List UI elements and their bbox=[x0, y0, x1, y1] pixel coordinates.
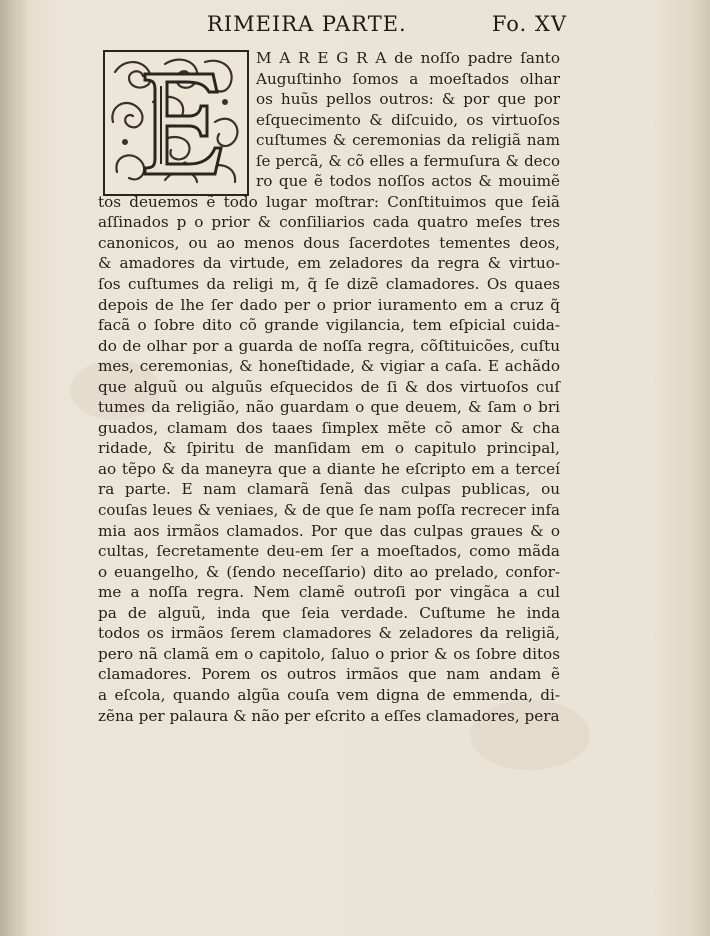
text-line: pa de alguũ, inda que ſeia verdade. Cuſtume he inda bbox=[98, 603, 560, 622]
text-line: cuſtumes & ceremonias da religiã nam bbox=[256, 131, 560, 150]
text-line: mia aos irmãos clamados. Por que das culpas graues & o bbox=[98, 521, 560, 540]
text-line: eſquecimento & diſcuido, os virtuoſos bbox=[256, 110, 560, 129]
text-line: clamadores. Porem os outros irmãos que nam andam ẽ bbox=[98, 665, 560, 684]
text-line: pero nã clamã em o capitolo, ſaluo o prior & os ſobre ditos bbox=[98, 644, 560, 663]
text-line: o euangelho, & (ſendo neceſſario) dito ao prelado, confor- bbox=[98, 562, 560, 581]
text-line: me a noſſa regra. Nem clamẽ outroſi por vingãca a cul bbox=[98, 583, 560, 602]
text-line: ra parte. E nam clamarã ſenã das culpas publicas, ou bbox=[98, 480, 560, 499]
text-line: facã o ſobre dito cõ grande vigilancia, tem eſpicial cuida- bbox=[98, 316, 560, 335]
page-header bbox=[207, 12, 567, 42]
folio-number: Fo. XV bbox=[491, 12, 567, 36]
text-line: Auguſtinho ſomos a moeſtados olhar bbox=[256, 69, 560, 88]
text-line: ao tẽpo & da maneyra que a diante he eſcripto em a terceí bbox=[98, 459, 560, 478]
text-line: que alguũ ou alguũs eſquecidos de ſi & dos virtuoſos cuſ bbox=[98, 377, 560, 396]
text-line: depois de lhe ſer dado per o prior iuramento em a cruz q̃ bbox=[98, 295, 560, 314]
text-line: ro que ẽ todos noſſos actos & mouimẽ bbox=[256, 172, 560, 191]
text-line: guados, clamam dos taaes ſimplex mẽte cõ amor & cha bbox=[98, 418, 560, 437]
running-title: RIMEIRA PARTE. bbox=[207, 12, 407, 36]
text-line: M A R E G R A de noſſo padre ſanto bbox=[256, 49, 560, 67]
text-line: canonicos, ou ao menos dous ſacerdotes tementes deos, bbox=[98, 233, 560, 252]
text-line: couſas leues & veniaes, & de que ſe nam poſſa recrecer infa bbox=[98, 501, 560, 520]
text-line: ſos cuſtumes da religi m, q̃ ſe dizẽ clamadores. Os quaes bbox=[98, 275, 560, 294]
text-line: & amadores da virtude, em zeladores da regra & virtuo- bbox=[98, 254, 560, 273]
text-line: tos deuemos ẽ todo lugar moſtrar: Conſtituimos que ſeiã bbox=[98, 192, 560, 211]
text-line: a eſcola, quando algũa couſa vem digna de emmenda, di- bbox=[98, 685, 560, 704]
text-line: ridade, & ſpiritu de manſidam em o capitulo principal, bbox=[98, 439, 560, 458]
text-line: ſe percã, & cõ elles a fermuſura & deco bbox=[256, 151, 560, 170]
text-line: os huũs pellos outros: & por que por bbox=[256, 90, 560, 109]
text-line: mes, ceremonias, & honeſtidade, & vigiar a caſa. E achãdo bbox=[98, 357, 560, 376]
text-line: cultas, ſecretamente deu-em ſer a moeſtados, como mãda bbox=[98, 542, 560, 561]
text-line: tumes da religião, não guardam o que deuem, & ſam o bri bbox=[98, 398, 560, 417]
main-text bbox=[98, 48, 560, 726]
text-line: aſſinados p o prior & conſiliarios cada quatro meſes tres bbox=[98, 213, 560, 232]
text-line: zẽna per palaura & não per eſcrito a eſſes clamadores, pera bbox=[98, 706, 560, 725]
text-line: do de olhar por a guarda de noſſa regra, cõſtituicões, cuſtu bbox=[98, 336, 560, 355]
binding-gutter bbox=[0, 0, 28, 936]
text-line: todos os irmãos ſerem clamadores & zeladores da religiã, bbox=[98, 624, 560, 643]
